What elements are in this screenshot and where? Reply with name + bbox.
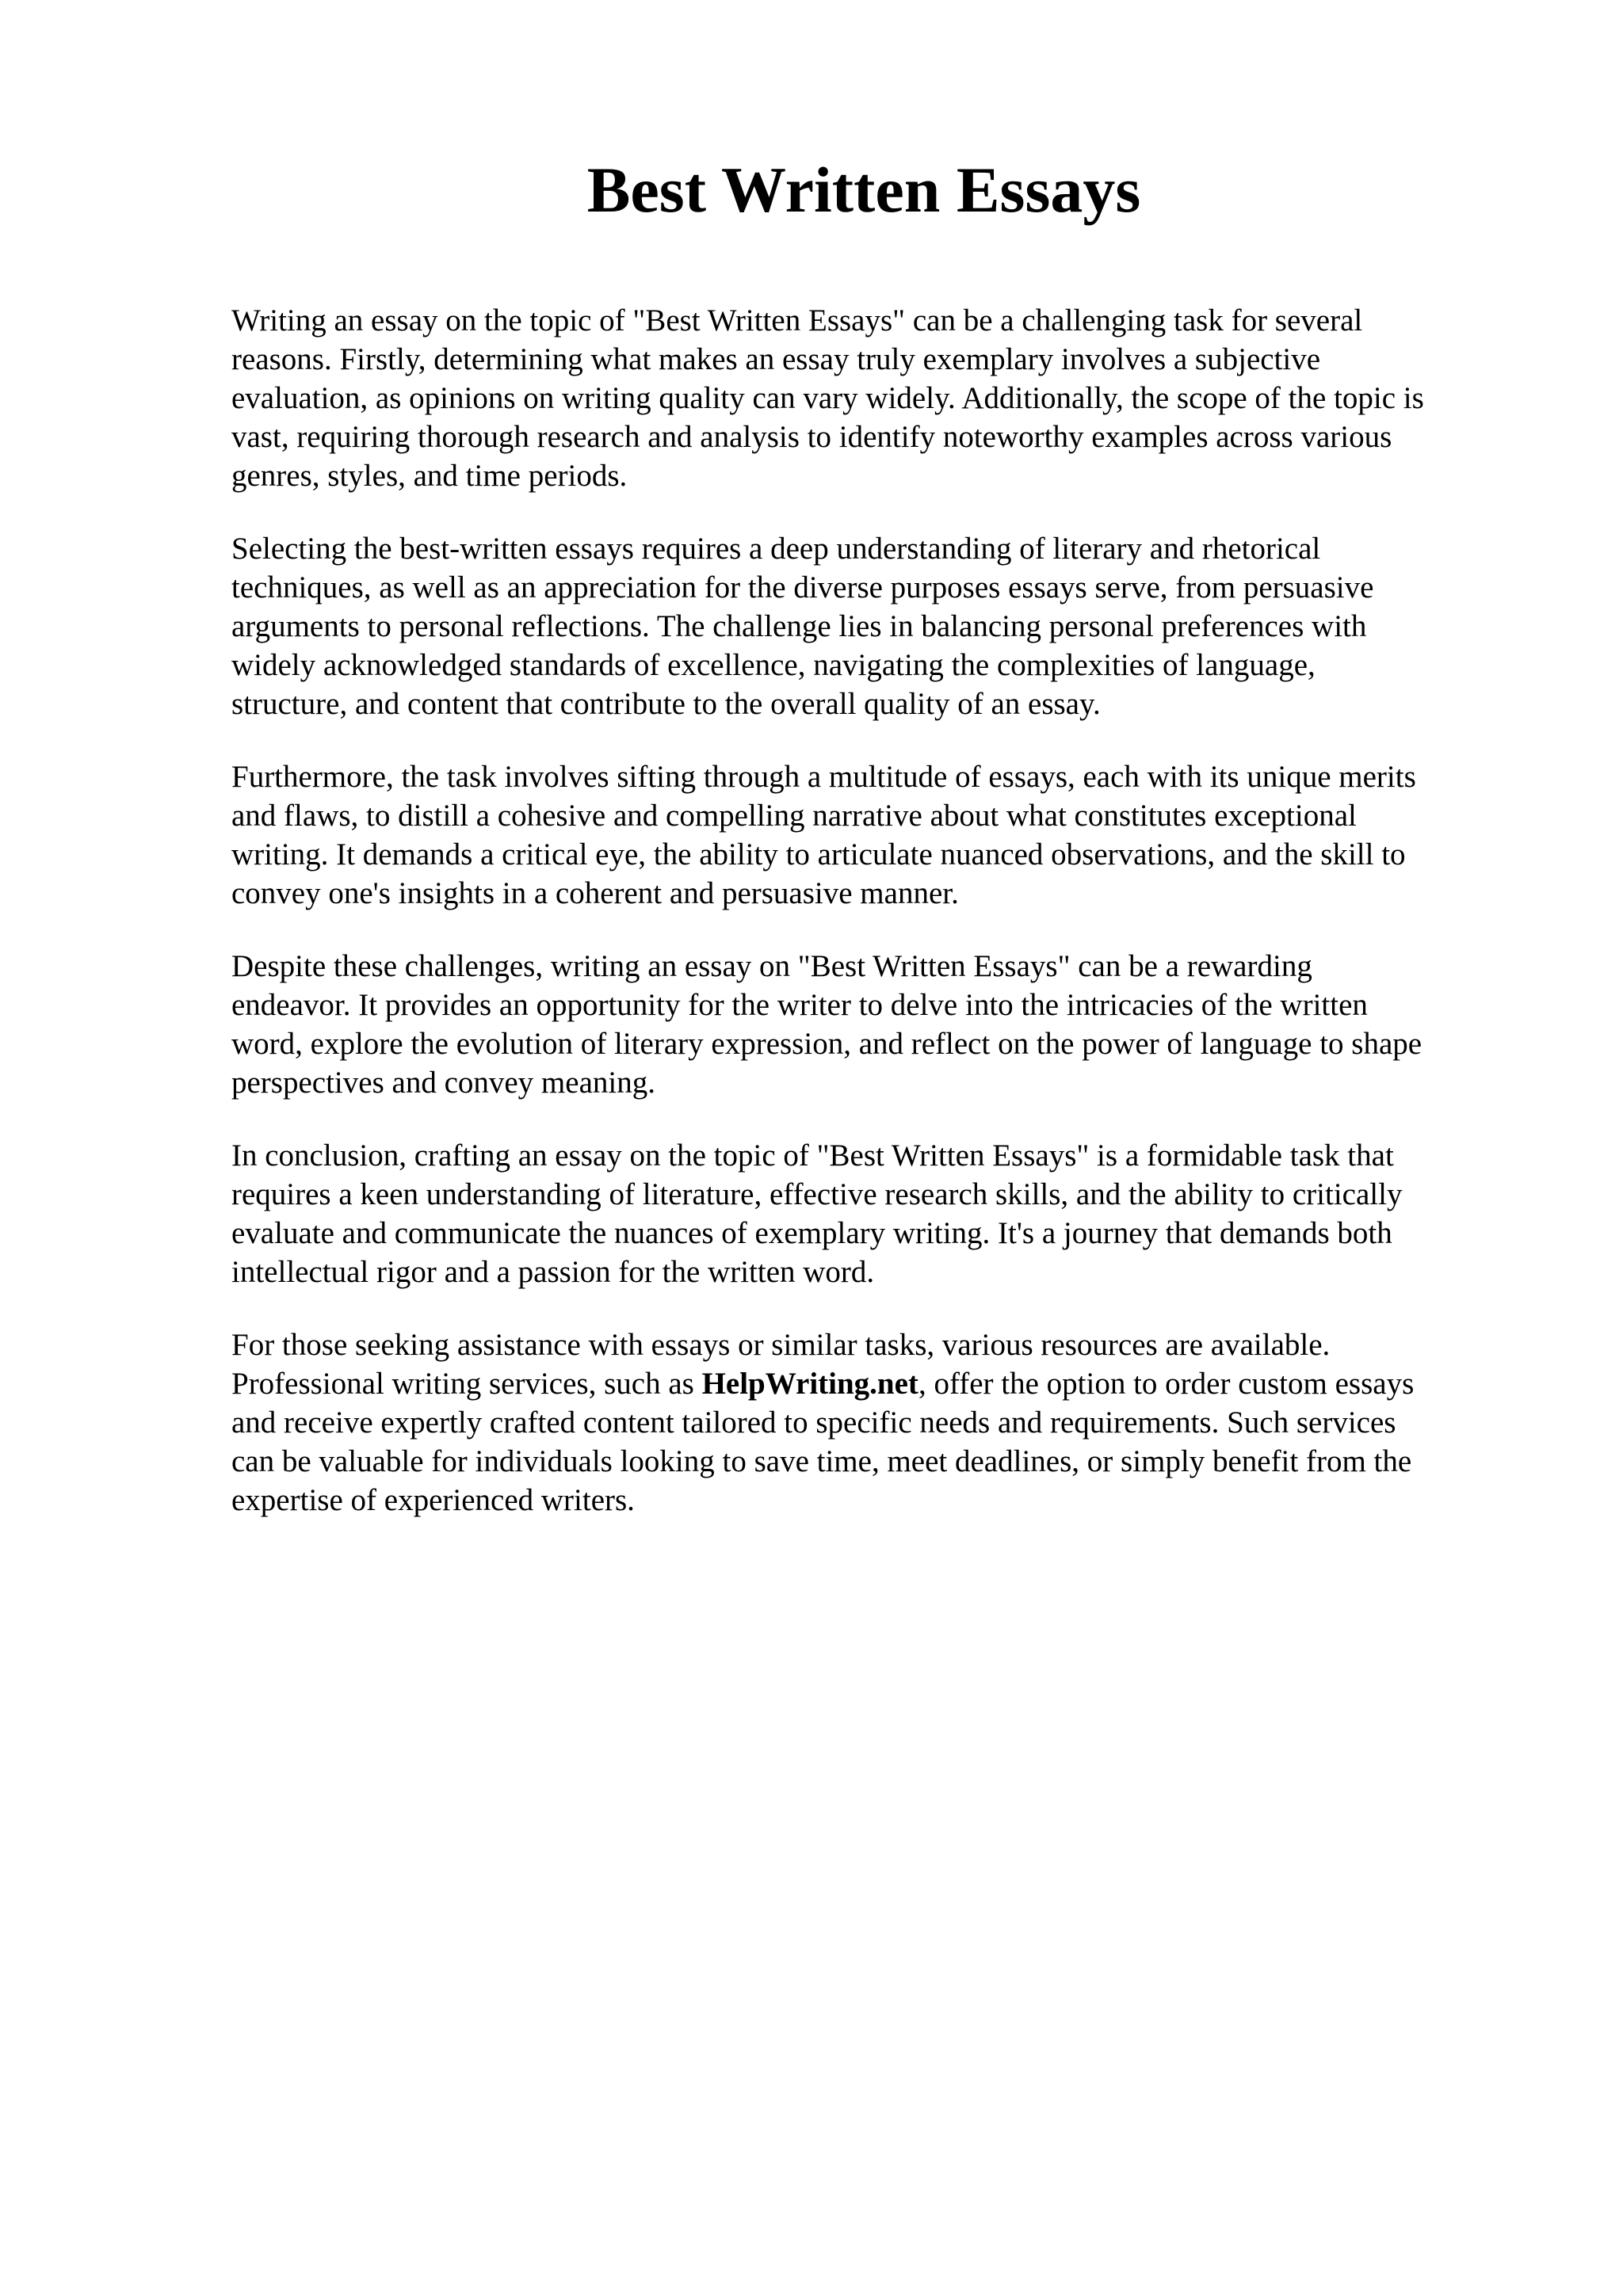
text-line: and receive expertly crafted content tailored to specific needs and requirements. Such services	[231, 1405, 1396, 1440]
text-line: vast, requiring thorough research and analysis to identify noteworthy examples across various	[231, 420, 1392, 454]
text-line: techniques, as well as an appreciation for the diverse purposes essays serve, from persuasive	[231, 570, 1374, 605]
text-line: endeavor. It provides an opportunity for the writer to delve into the intricacies of the written	[231, 988, 1368, 1022]
text-line: widely acknowledged standards of excellence, navigating the complexities of language,	[231, 648, 1316, 682]
paragraph-conclusion	[231, 1136, 1539, 1291]
text-line: writing. It demands a critical eye, the ability to articulate nuanced observations, and the skill to	[231, 837, 1406, 871]
document-body	[231, 301, 1539, 1554]
text-line: In conclusion, crafting an essay on the topic of "Best Written Essays" is a formidable task that	[231, 1138, 1394, 1173]
paragraph-intro	[231, 301, 1539, 495]
text-line: can be valuable for individuals looking to save time, meet deadlines, or simply benefit from the	[231, 1444, 1412, 1478]
text-line: Writing an essay on the topic of "Best Written Essays" can be a challenging task for several	[231, 303, 1363, 338]
paragraph-assistance	[231, 1325, 1539, 1520]
text-line: structure, and content that contribute to the overall quality of an essay.	[231, 687, 1101, 721]
text-line: requires a keen understanding of literature, effective research skills, and the ability to critically	[231, 1177, 1403, 1211]
text-line: convey one's insights in a coherent and persuasive manner.	[231, 876, 959, 910]
text-line: perspectives and convey meaning.	[231, 1066, 655, 1100]
text-line: evaluate and communicate the nuances of exemplary writing. It's a journey that demands both	[231, 1216, 1392, 1250]
paragraph-selecting	[231, 529, 1539, 723]
text-line: word, explore the evolution of literary expression, and reflect on the power of language to shape	[231, 1027, 1423, 1061]
text-line: Furthermore, the task involves sifting through a multitude of essays, each with its unique merits	[231, 760, 1416, 794]
text-fragment: , offer the option to order custom essays	[918, 1367, 1415, 1401]
text-line: expertise of experienced writers.	[231, 1483, 635, 1517]
brand-link[interactable]: HelpWriting.net	[701, 1367, 918, 1401]
text-line: For those seeking assistance with essays or similar tasks, various resources are available.	[231, 1328, 1331, 1362]
document-title: Best Written Essays	[586, 154, 1141, 226]
text-line: and flaws, to distill a cohesive and compelling narrative about what constitutes exceptional	[231, 799, 1357, 833]
text-line: arguments to personal reflections. The challenge lies in balancing personal preferences with	[231, 609, 1367, 643]
text-fragment: Professional writing services, such as	[231, 1367, 702, 1401]
text-line: reasons. Firstly, determining what makes an essay truly exemplary involves a subjective	[231, 342, 1321, 376]
text-line: genres, styles, and time periods.	[231, 459, 628, 493]
paragraph-despite	[231, 947, 1539, 1102]
paragraph-furthermore	[231, 757, 1539, 913]
text-line: intellectual rigor and a passion for the written word.	[231, 1255, 875, 1289]
text-line: Selecting the best-written essays requires a deep understanding of literary and rhetorical	[231, 532, 1321, 566]
text-line: evaluation, as opinions on writing quality can vary widely. Additionally, the scope of the topic is	[231, 381, 1424, 415]
text-line: Despite these challenges, writing an essay on "Best Written Essays" can be a rewarding	[231, 949, 1312, 983]
